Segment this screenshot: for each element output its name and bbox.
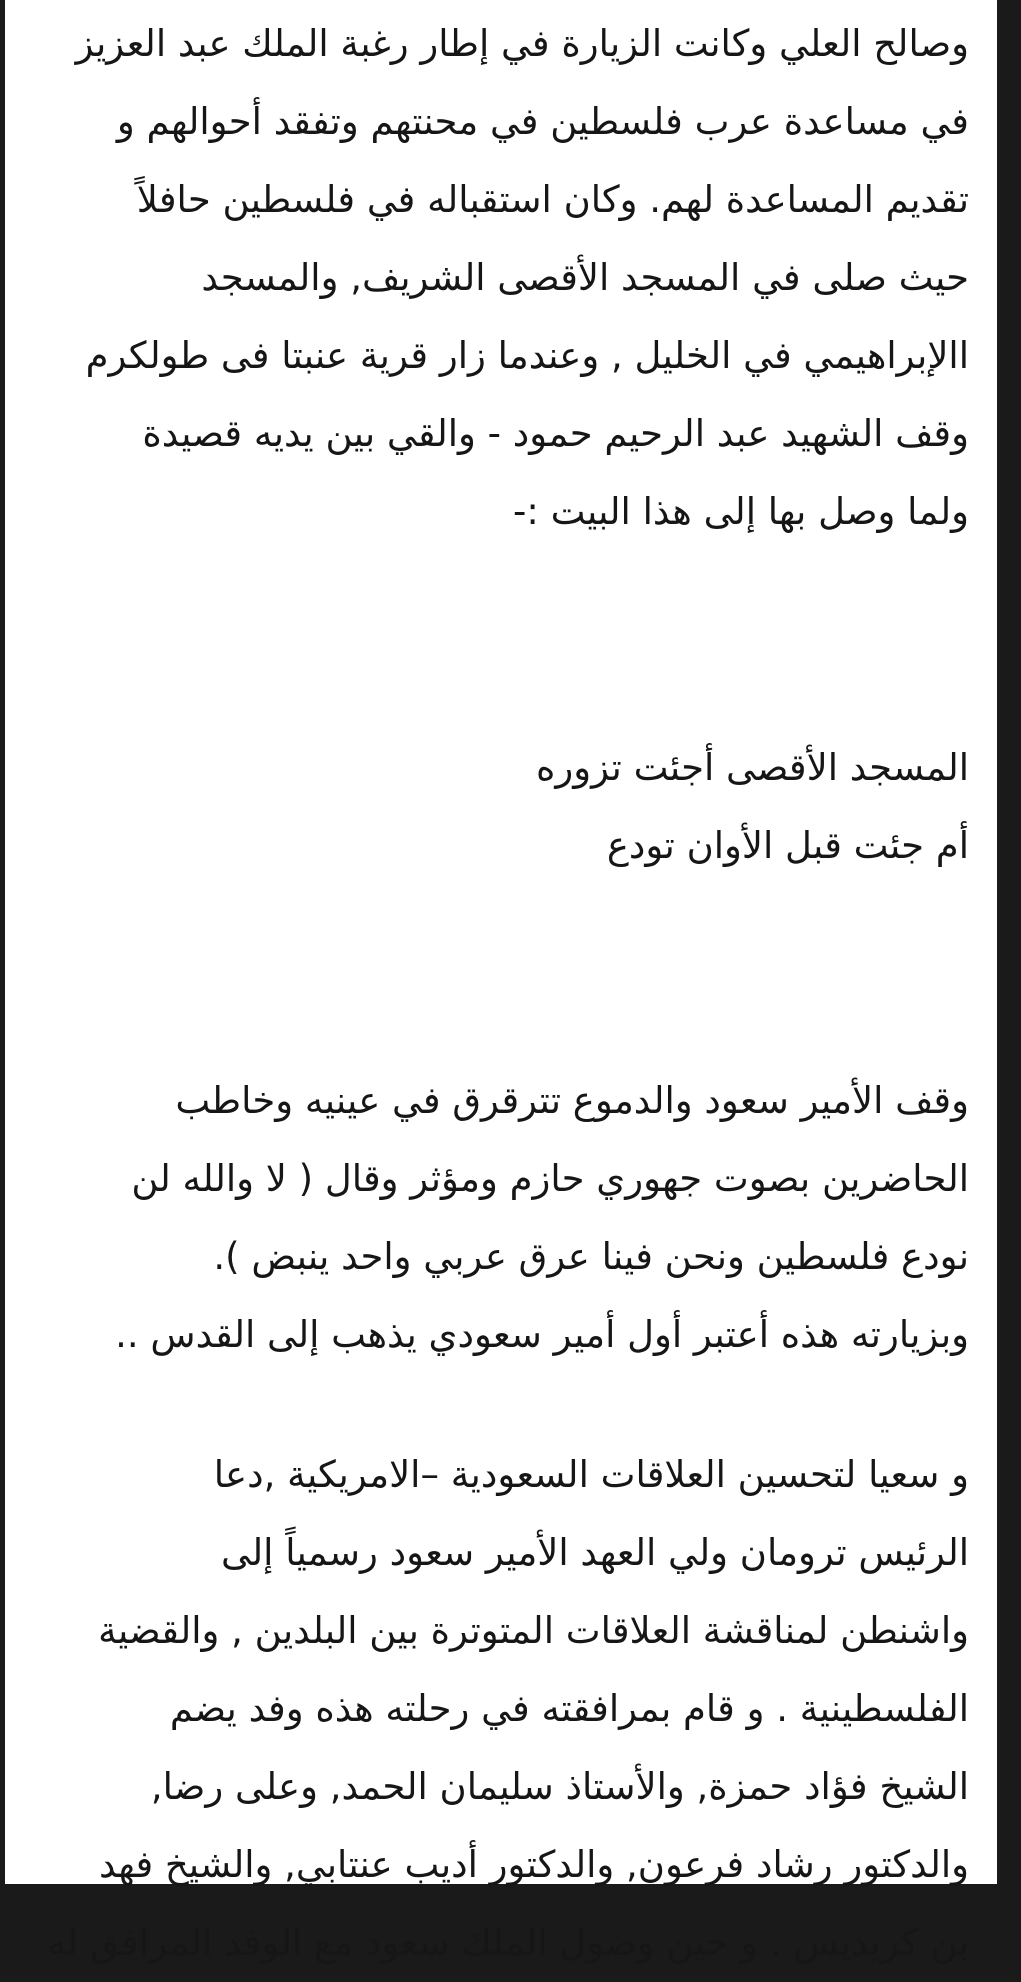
text-line: والدكتور رشاد فرعون, والدكتور أديب عنتابي, والشيخ فهد bbox=[99, 1843, 969, 1886]
document-text bbox=[19, 0, 969, 1982]
paragraph-washington-visit bbox=[19, 1436, 969, 1982]
text-line: تقديم المساعدة لهم. وكان استقباله في فلسطين حافلاً bbox=[136, 178, 969, 221]
text-line: و سعيا لتحسين العلاقات السعودية –الامريكية ,دعا bbox=[213, 1453, 969, 1496]
text-line: االإبراهيمي في الخليل , وعندما زار قرية عنبتا فى طولكرم bbox=[85, 334, 969, 377]
text-line: وصالح العلي وكانت الزيارة في إطار رغبة الملك عبد العزيز bbox=[75, 22, 969, 65]
text-line: حيث صلى في المسجد الأقصى الشريف, والمسجد bbox=[201, 256, 969, 299]
paragraph-spacer bbox=[19, 551, 969, 729]
text-line: وبزيارته هذه أعتبر أول أمير سعودي يذهب إلى القدس .. bbox=[115, 1313, 969, 1356]
text-line: الشيخ فؤاد حمزة, والأستاذ سليمان الحمد, وعلى رضا, bbox=[150, 1765, 969, 1808]
poem-verse bbox=[19, 729, 969, 885]
text-line: وقف الأمير سعود والدموع تترقرق في عينيه وخاطب bbox=[175, 1079, 969, 1122]
text-line: ولما وصل بها إلى هذا البيت :- bbox=[513, 490, 969, 533]
page-edge-border bbox=[997, 0, 1009, 1884]
text-line: نودع فلسطين ونحن فينا عرق عربي واحد ينبض ). bbox=[213, 1235, 969, 1278]
verse-line: المسجد الأقصى أجئت تزوره bbox=[535, 746, 969, 789]
text-line: الفلسطينية . و قام بمرافقته في رحلته هذه وفد يضم bbox=[169, 1687, 969, 1730]
text-line: وقف الشهيد عبد الرحيم حمود - والقي بين يديه قصيدة bbox=[142, 412, 969, 455]
text-line: واشنطن لمناقشة العلاقات المتوترة بين البلدين , والقضية bbox=[98, 1609, 969, 1652]
text-line: في مساعدة عرب فلسطين في محنتهم وتفقد أحوالهم و bbox=[116, 100, 969, 143]
document-page bbox=[5, 0, 1009, 1964]
text-line: بن كريديس . و حين وصول الملك سعود مع الوفد المرافق له bbox=[47, 1921, 969, 1964]
paragraph-spacer bbox=[19, 1374, 969, 1436]
text-line: الحاضرين بصوت جهوري حازم ومؤثر وقال ( لا والله لن bbox=[131, 1157, 969, 1200]
paragraph-visit-palestine bbox=[19, 0, 969, 551]
paragraph-prince-response bbox=[19, 1062, 969, 1374]
verse-line: أم جئت قبل الأوان تودع bbox=[606, 824, 969, 867]
paragraph-spacer bbox=[19, 885, 969, 1062]
text-line: الرئيس ترومان ولي العهد الأمير سعود رسمياً إلى bbox=[221, 1531, 969, 1574]
